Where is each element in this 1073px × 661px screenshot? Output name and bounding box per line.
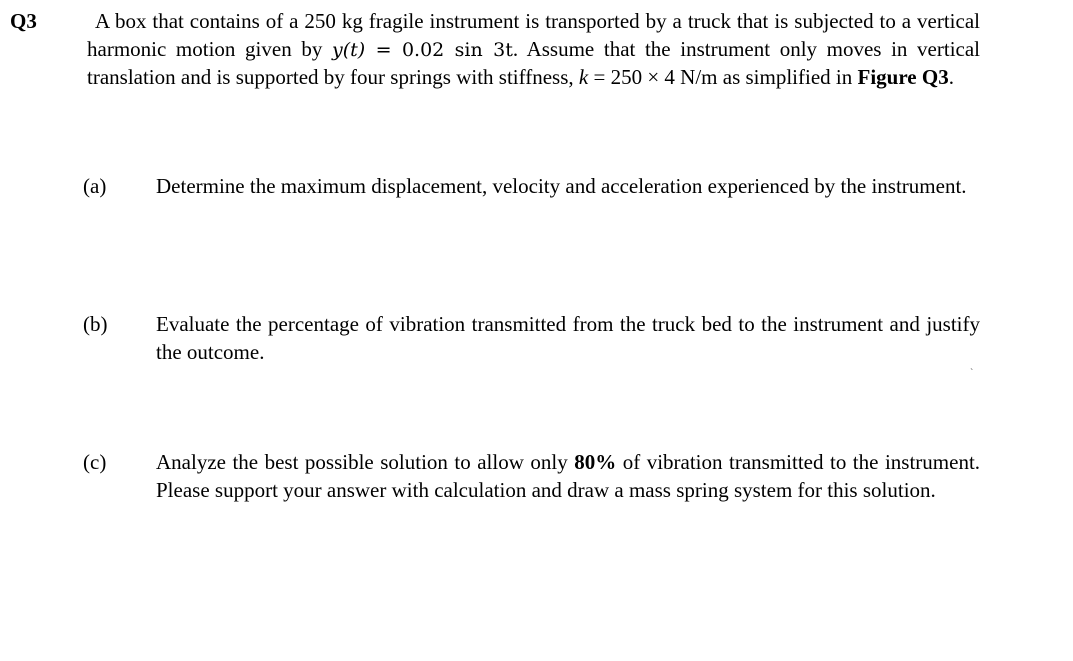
- intro-text-1: A box that contains of a 250 kg fragile instrument is transported by a truck that is subjected to a vertical harmonic motion given by: [87, 9, 980, 61]
- stiffness-value: = 250 × 4 N/m: [593, 65, 718, 89]
- part-a-label: (a): [83, 174, 107, 198]
- equation-rhs: 0.02 sin 3t: [401, 38, 513, 61]
- equation-lhs: y(t): [331, 38, 366, 61]
- figure-reference: Figure Q3: [857, 65, 949, 89]
- equation-equals: =: [375, 38, 392, 61]
- part-b-label: (b): [83, 312, 108, 336]
- question-intro: [87, 8, 980, 92]
- intro-text-3: as simplified in: [722, 65, 853, 89]
- part-c-percent: 80%: [574, 450, 617, 474]
- stray-mark: `: [970, 368, 974, 379]
- part-c-text: [156, 449, 980, 504]
- part-a-text: Determine the maximum displacement, velocity and acceleration experienced by the instrument.: [156, 174, 967, 198]
- question-number: Q3: [10, 9, 37, 33]
- part-c-text-2: of vibration transmitted to the instrument. Please support your answer with calculation and draw a mass spring system for this solution.: [156, 450, 981, 502]
- part-c-label: (c): [83, 450, 107, 474]
- part-b-text: Evaluate the percentage of vibration transmitted from the truck bed to the instrument and justify the outcome.: [156, 312, 980, 364]
- intro-text-4: .: [948, 65, 954, 89]
- stiffness-symbol: k: [578, 65, 589, 89]
- part-c-text-1: Analyze the best possible solution to allow only: [156, 450, 568, 474]
- intro-text-2: . Assume that the instrument only moves in vertical translation and is supported by four springs with stiffness,: [87, 36, 981, 89]
- equation: [332, 39, 513, 61]
